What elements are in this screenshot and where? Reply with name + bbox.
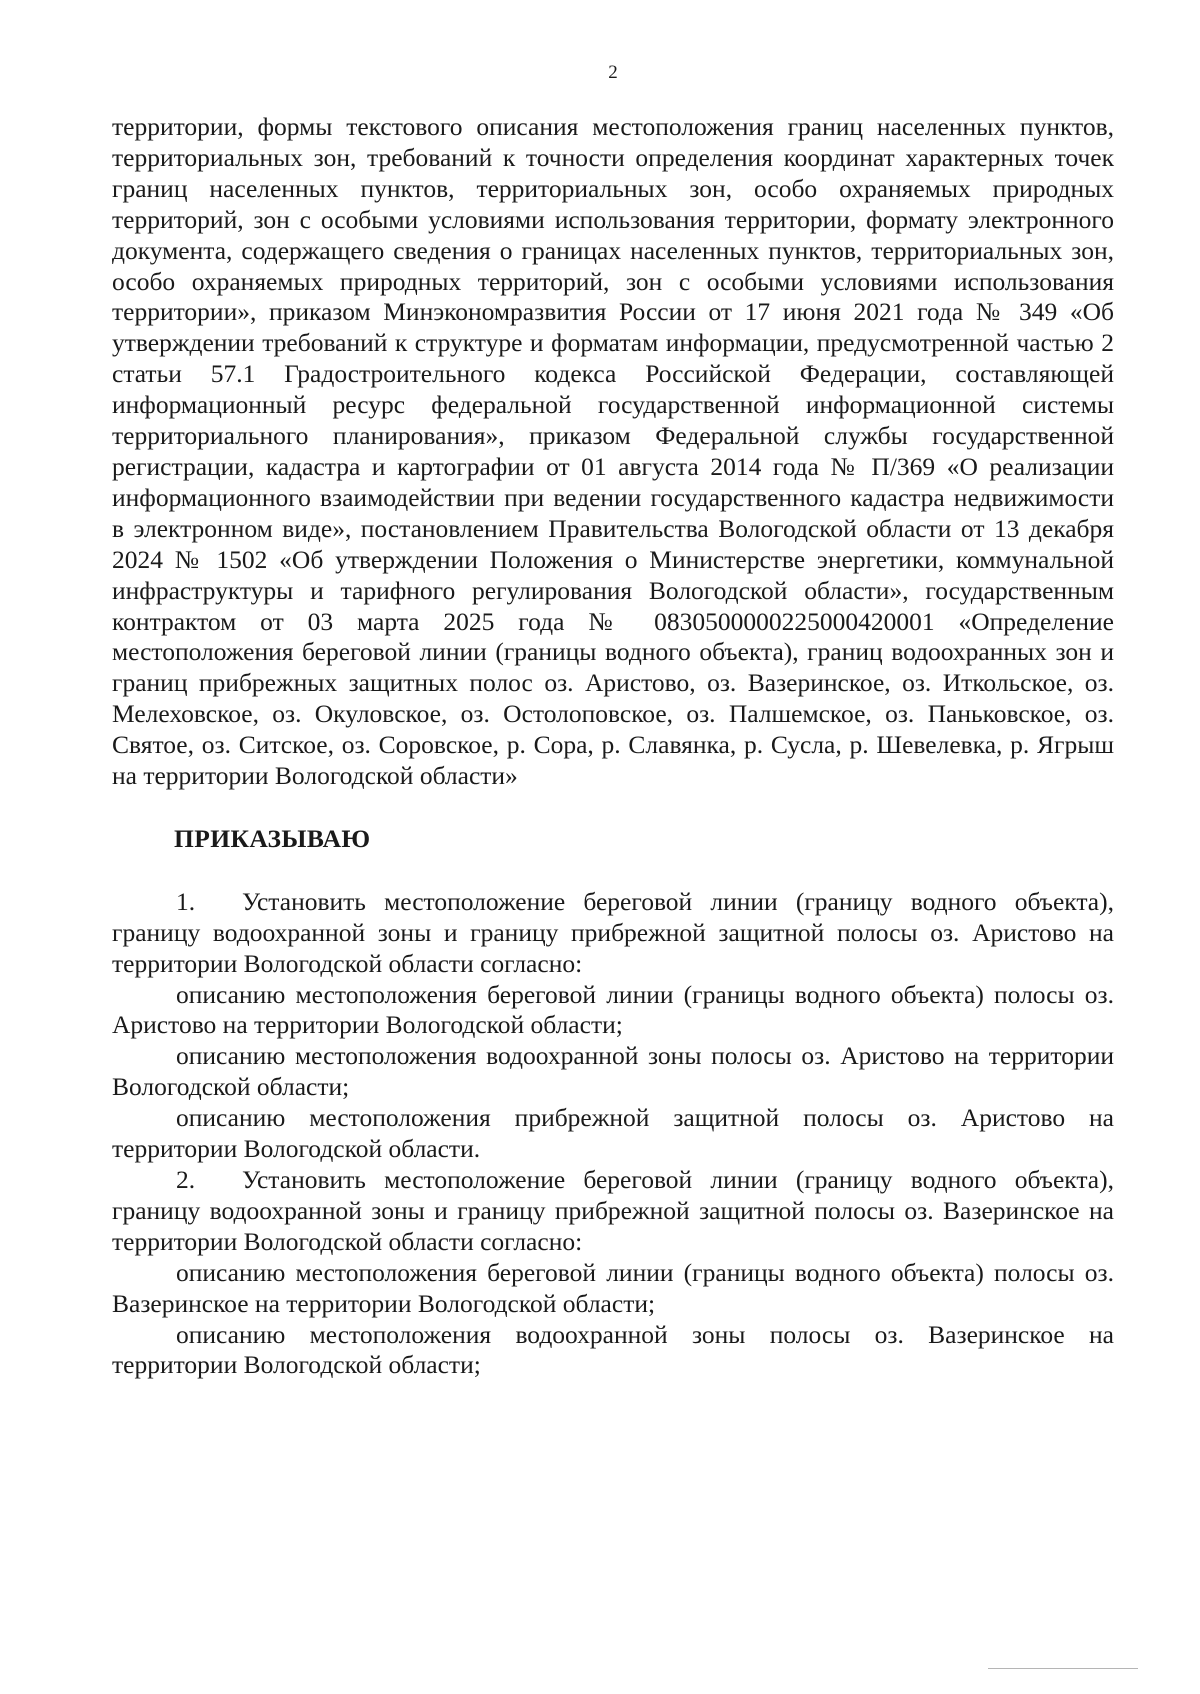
- item-2-number: 2.: [176, 1165, 196, 1194]
- intro-paragraph: территории, формы текстового описания местоположения границ населенных пунктов, территориальных зон, требований к точности определения координат характерных точек границ населенных пунктов, территориальных зон, особо охраняемых природных территорий, зон с особыми условиями использования территории, формату электронного документа, содержащего сведения о границах населенных пунктов, территориальных зон, особо охраняемых природных территорий, зон с особыми условиями использования территории», приказом Минэкономразвития России от 17 июня 2021 года № 349 «Об утверждении требований к структуре и форматам информации, предусмотренной частью 2 статьи 57.1 Градостроительного кодекса Российской Федерации, составляющей информационный ресурс федеральной государственной информационной системы территориального планирования», приказом Федеральной службы государственной регистрации, кадастра и картографии от 01 августа 2014 года № П/369 «О реализации информационного взаимодействии при ведении государственного кадастра недвижимости в электронном виде», постановлением Правительства Вологодской области от 13 декабря 2024 № 1502 «Об утверждении Положения о Министерстве энергетики, коммунальной инфраструктуры и тарифного регулирования Вологодской области», государственным контрактом от 03 марта 2025 года № 0830500000225000420001 «Определение местоположения береговой линии (границы водного объекта), границ водоохранных зон и границ прибрежных защитных полос оз. Аристово, оз. Вазеринское, оз. Иткольское, оз. Мелеховское, оз. Окуловское, оз. Остолоповское, оз. Палшемское, оз. Паньковское, оз. Святое, оз. Ситское, оз. Соровское, р. Сора, р. Славянка, р. Сусла, р. Шевелевка, р. Ягрыш на территории Вологодской области»: [112, 112, 1114, 791]
- item-2-paragraph: [112, 1165, 1114, 1258]
- footer-divider: [988, 1668, 1138, 1669]
- item-1-text: Установить местоположение береговой линии (границу водного объекта), границу водоохранной зоны и границу прибрежной защитной полосы оз. Аристово на территории Вологодской области согласно:: [112, 886, 1114, 978]
- document-body: [112, 112, 1114, 1381]
- item-2-text: Установить местоположение береговой линии (границу водного объекта), границу водоохранной зоны и границу прибрежной защитной полосы оз. Вазеринское на территории Вологодской области согласно:: [112, 1165, 1114, 1256]
- item-1-sub-3: описанию местоположения прибрежной защитной полосы оз. Аристово на территории Вологодской области.: [112, 1103, 1114, 1164]
- item-2-sub-2: описанию местоположения водоохранной зоны полосы оз. Вазеринское на территории Вологодской области;: [112, 1319, 1114, 1380]
- item-1-paragraph: [112, 887, 1114, 980]
- item-1-sub-2: описанию местоположения водоохранной зоны полосы оз. Аристово на территории Вологодской области;: [112, 1041, 1114, 1102]
- item-1-number: 1.: [176, 886, 196, 916]
- item-2-sub-1: описанию местоположения береговой линии (границы водного объекта) полосы оз. Вазеринское на территории Вологодской области;: [112, 1257, 1114, 1318]
- order-heading: ПРИКАЗЫВАЮ: [174, 823, 371, 853]
- item-1-sub-1: описанию местоположения береговой линии (границы водного объекта) полосы оз. Аристово на территории Вологодской области;: [112, 979, 1114, 1040]
- page-number: 2: [608, 62, 618, 83]
